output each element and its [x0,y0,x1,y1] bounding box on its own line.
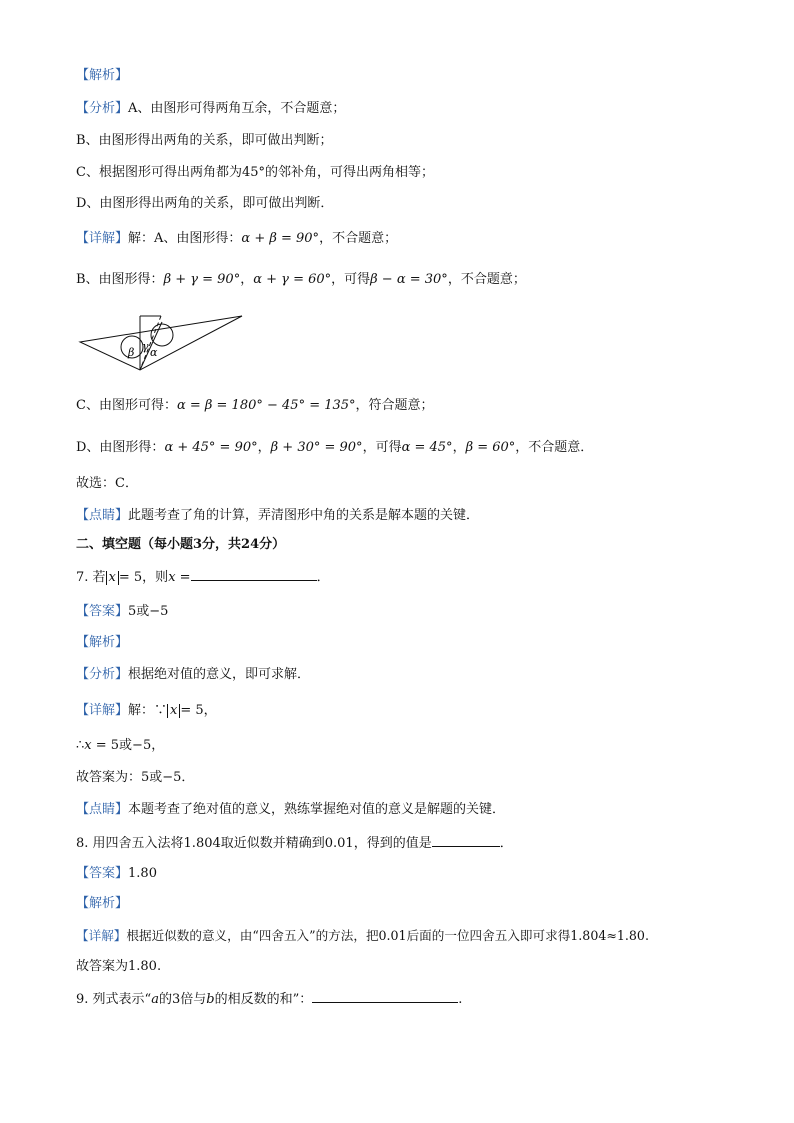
alpha-label: α [150,346,158,359]
abs-var: x [108,570,116,585]
q7-answer: 5或−5 [128,604,169,619]
dianjing-tag: 【点睛】 [76,802,129,817]
xj-a-math: α + β = 90° [241,231,320,246]
q7-xj-post: = 5， [180,703,217,718]
q7-end: ． [316,570,330,585]
therefore-symbol: ∴ [76,738,85,753]
q7-gudaan-line: 故答案为：5或−5． [76,770,195,785]
xj-b-math-1: β + γ = 90° [163,272,241,287]
abs-var: x [170,703,178,718]
xj-d-math-3: α = 45° [401,440,453,455]
fenxi-c-line: C、根据图形可得出两角都为45°的邻补角，可得出两角相等； [76,165,434,180]
xj-b-mid: ，可得 [331,272,371,287]
fenxi-tag: 【分析】 [76,101,129,116]
q7-line2-var: x [84,738,92,753]
abs-value [167,704,180,718]
answer-blank[interactable] [191,568,317,581]
dianjing-line-q6 [76,508,479,524]
q7-stem [76,568,330,586]
fenxi-tag: 【分析】 [76,667,129,682]
gamma-label: γ [142,340,149,353]
q7-eq: = [175,570,191,585]
q7-stem-pre: 7. 若 [76,570,106,585]
guxuan-line: 故选：C． [76,476,138,491]
q7-var: x [168,570,176,585]
xj-c-post: ，符合题意； [355,398,434,413]
q7-answer-line [76,604,168,620]
q7-fenxi-line [76,667,310,683]
xiangjie-c-line [76,398,434,414]
q7-dianjing: 本题考查了绝对值的意义，熟练掌握绝对值的意义是解题的关键． [128,802,506,817]
xj-c-math: α = β = 180° − 45° = 135° [176,398,356,413]
section-heading: 二、填空题（每小题3分，共24分） [76,537,286,552]
dianjing-text: 此题考查了角的计算，弄清图形中角的关系是解本题的关键． [128,508,480,523]
xiangjie-a-line [76,231,397,247]
xiangjie-tag: 【详解】 [76,231,129,246]
q8-end: ． [499,836,513,851]
q9-stem-mid1: 的3倍与 [158,992,207,1007]
q7-line2-post: = 5或−5， [91,738,165,753]
xj-d-pre: D、由图形得： [76,440,165,455]
comma: ， [240,272,254,287]
q8-stem [76,834,513,852]
dianjing-tag: 【点睛】 [76,508,129,523]
xj-d-mid: ，可得 [362,440,402,455]
q9-stem-pre: 9. 列式表示“ [76,992,152,1007]
xj-c-pre: C、由图形可得： [76,398,177,413]
q7-fenxi: 根据绝对值的意义，即可求解． [128,667,311,682]
q8-gudaan-line: 故答案为1.80. [76,959,162,974]
fenxi-b-line: B、由图形得出两角的关系，即可做出判断； [76,133,333,148]
q9-b: b [206,992,215,1007]
q9-stem [76,990,462,1008]
q8-xiangjie: 根据近似数的意义，由“四舍五入”的方法，把0.01后面的一位四舍五入即可求得1.804≈1.80. [126,928,649,943]
xj-d-math-1: α + 45° = 90° [164,440,258,455]
jiexi-heading-q7: 【解析】 [76,635,129,650]
right-circle [151,324,173,346]
xj-a-pre: 解：A、由图形得： [128,231,242,246]
answer-blank[interactable] [312,990,458,1003]
xiangjie-tag: 【详解】 [76,703,129,718]
xj-a-post: ，不合题意； [319,231,398,246]
xj-d-math-2: β + 30° = 90° [270,440,363,455]
q8-xiangjie-line [76,928,649,944]
fenxi-a-line [76,101,345,117]
q7-xiangjie-line [76,703,217,719]
xiangjie-d-line [76,440,593,456]
q8-answer-line [76,866,157,882]
q7-therefore-line [76,738,164,754]
jiexi-heading-q6: 【解析】 [76,68,129,83]
xiangjie-b-line [76,272,526,288]
angle-figure [76,306,246,376]
q7-stem-mid: = 5，则 [118,570,169,585]
comma: ， [452,440,466,455]
answer-tag: 【答案】 [76,604,129,619]
fenxi-d-line: D、由图形得出两角的关系，即可做出判断． [76,196,334,211]
jiexi-heading-q8: 【解析】 [76,896,129,911]
xj-b-math-2: α + γ = 60° [253,272,332,287]
q7-dianjing-line [76,802,505,818]
answer-tag: 【答案】 [76,866,129,881]
answer-blank[interactable] [432,834,500,847]
q8-stem-text: 8. 用四舍五入法将1.804取近似数并精确到0.01，得到的值是 [76,836,432,851]
fenxi-a-text: A、由图形可得两角互余，不合题意； [128,101,346,116]
q9-stem-mid2: 的相反数的和”： [214,992,313,1007]
q9-end: . [458,992,463,1007]
xj-b-math-3: β − α = 30° [370,272,448,287]
comma: ， [257,440,271,455]
xj-b-pre: B、由图形得： [76,272,164,287]
xiangjie-tag: 【详解】 [76,928,127,943]
abs-value [106,571,119,585]
beta-label: β [128,346,135,359]
xj-d-math-4: β = 60° [465,440,516,455]
xj-b-post: ，不合题意； [447,272,526,287]
q7-xj-pre: 解：∵ [128,703,168,718]
xj-d-post: ，不合题意． [515,440,594,455]
q9-a: a [151,992,159,1007]
q8-answer: 1.80 [128,866,157,881]
